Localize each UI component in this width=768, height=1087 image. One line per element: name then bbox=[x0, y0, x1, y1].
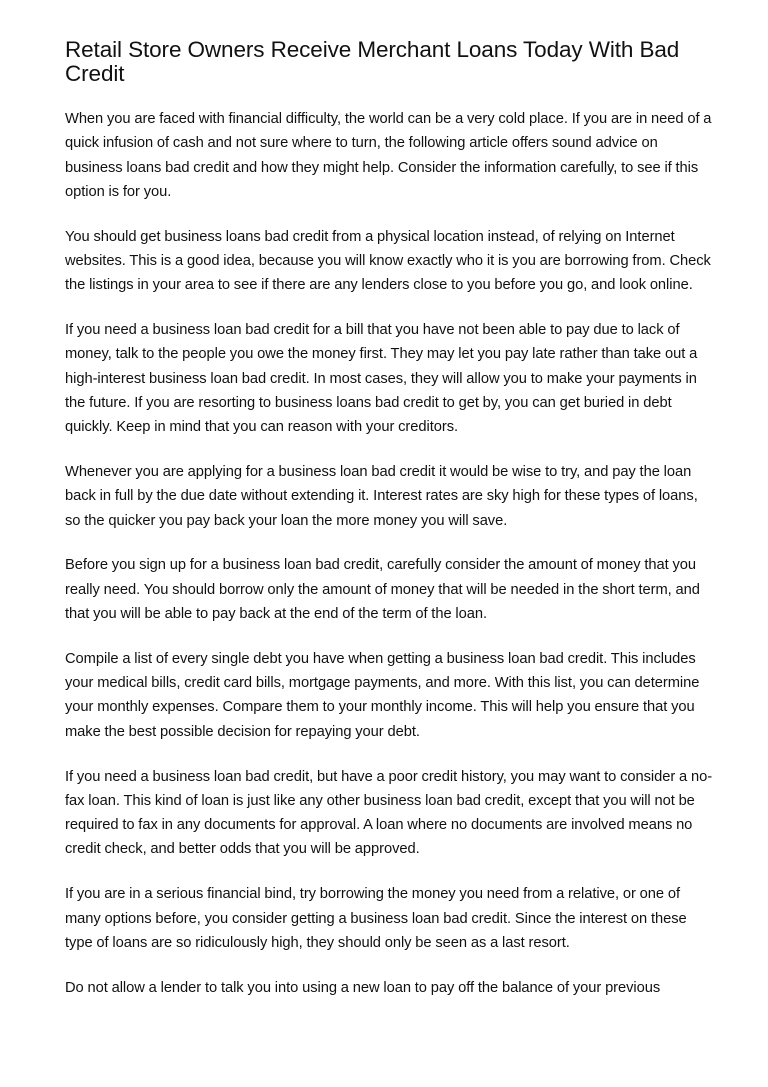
paragraph: If you need a business loan bad credit for a bill that you have not been able to pay due to lack of money, talk to the people you owe the money first. They may let you pay late rather than take out a high-interest business loan bad credit. In most cases, they will allow you to make your payments in the future. If you are resorting to business loans bad credit to get by, you can get buried in debt quickly. Keep in mind that you can reason with your creditors. bbox=[65, 322, 698, 436]
paragraph: Before you sign up for a business loan bad credit, carefully consider the amount of money that you really need. You should borrow only the amount of money that will be needed in the short term, and that you will be able to pay back at the end of the term of the loan. bbox=[65, 557, 700, 623]
paragraph: You should get business loans bad credit from a physical location instead, of relying on Internet websites. This is a good idea, because you will know exactly who it is you are borrowing from. Check the listings in your area to see if there are any lenders close to you before you go, and look online. bbox=[65, 228, 711, 294]
paragraph: When you are faced with financial difficulty, the world can be a very cold place. If you are in need of a quick infusion of cash and not sure where to turn, the following article offers sound advice on business loans bad credit and how they might help. Consider the information carefully, to see if this option is for you. bbox=[65, 111, 712, 200]
document-page bbox=[65, 38, 715, 1020]
paragraph: Do not allow a lender to talk you into using a new loan to pay off the balance of your previous bbox=[65, 979, 661, 996]
paragraph: Whenever you are applying for a business loan bad credit it would be wise to try, and pay the loan back in full by the due date without extending it. Interest rates are sky high for these types of loans, so the quicker you pay back your loan the more money you will save. bbox=[65, 464, 698, 529]
paragraph: If you need a business loan bad credit, but have a poor credit history, you may want to consider a no-fax loan. This kind of loan is just like any other business loan bad credit, except that you will not be required to fax in any documents for approval. A loan where no documents are involved means no credit check, and better odds that you will be approved. bbox=[65, 768, 713, 858]
paragraph: If you are in a serious financial bind, try borrowing the money you need from a relative, or one of many options before, you consider getting a business loan bad credit. Since the interest on these type of loans are so ridiculously high, they should only be seen as a last resort. bbox=[65, 886, 687, 951]
paragraph: Compile a list of every single debt you have when getting a business loan bad credit. This includes your medical bills, credit card bills, mortgage payments, and more. With this list, you can determine your monthly expenses. Compare them to your monthly income. This will help you ensure that you make the best possible decision for repaying your debt. bbox=[65, 650, 700, 740]
page-title: Retail Store Owners Receive Merchant Loans Today With Bad Credit bbox=[65, 37, 680, 86]
